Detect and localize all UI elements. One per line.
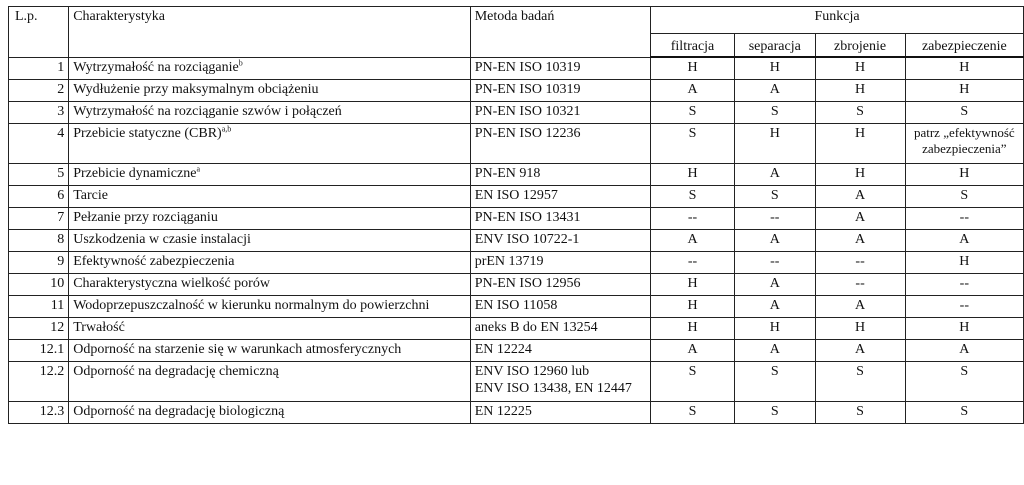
header-method: Metoda badań bbox=[470, 7, 650, 58]
row-number: 5 bbox=[9, 164, 69, 186]
test-method: PN-EN ISO 13431 bbox=[474, 210, 581, 225]
test-method: PN-EN ISO 10319 bbox=[474, 59, 581, 75]
row-number: 12.1 bbox=[9, 340, 69, 362]
characteristic-name: Trwałość bbox=[73, 320, 125, 335]
characteristic-cell bbox=[69, 102, 470, 124]
row-number: 9 bbox=[9, 252, 69, 274]
characteristic-cell bbox=[69, 80, 470, 102]
footnote-marker: a bbox=[196, 164, 200, 174]
function-reinforcement-value: S bbox=[815, 102, 905, 124]
test-method: EN 12224 bbox=[474, 342, 532, 357]
characteristic-cell bbox=[69, 340, 470, 362]
characteristic-name: Pełzanie przy rozciąganiu bbox=[73, 210, 218, 225]
header-function-reinforcement: zbrojenie bbox=[815, 34, 905, 58]
row-number: 10 bbox=[9, 274, 69, 296]
function-filtration-value: A bbox=[650, 230, 734, 252]
row-number: 12.2 bbox=[9, 362, 69, 402]
function-protection-value: S bbox=[905, 102, 1023, 124]
characteristic-name: Charakterystyczna wielkość porów bbox=[73, 276, 270, 291]
function-separation-value: -- bbox=[735, 208, 815, 230]
row-number: 2 bbox=[9, 80, 69, 102]
function-protection-value: H bbox=[905, 252, 1023, 274]
function-protection-value: H bbox=[905, 80, 1023, 102]
characteristic-cell bbox=[69, 274, 470, 296]
characteristic-cell bbox=[69, 124, 470, 164]
header-function-filtration: filtracja bbox=[650, 34, 734, 58]
function-separation-value: H bbox=[735, 318, 815, 340]
function-separation-value: A bbox=[735, 164, 815, 186]
function-protection-value: S bbox=[905, 186, 1023, 208]
row-number: 11 bbox=[9, 296, 69, 318]
function-protection-value: -- bbox=[905, 208, 1023, 230]
function-reinforcement-value: A bbox=[815, 186, 905, 208]
function-protection-value: -- bbox=[905, 296, 1023, 318]
function-filtration-value: H bbox=[650, 274, 734, 296]
footnote-marker: b bbox=[238, 57, 243, 67]
function-separation-value: A bbox=[735, 340, 815, 362]
characteristic-name: Uszkodzenia w czasie instalacji bbox=[73, 232, 251, 247]
test-method-cell bbox=[470, 340, 650, 362]
test-method-cell bbox=[470, 57, 650, 80]
test-method: PN-EN 918 bbox=[474, 166, 541, 181]
header-lp: L.p. bbox=[9, 7, 69, 58]
function-reinforcement-value: A bbox=[815, 296, 905, 318]
characteristic-name: Wytrzymałość na rozciąganie szwów i połączeń bbox=[73, 104, 342, 119]
table-row bbox=[9, 274, 1024, 296]
characteristic-cell bbox=[69, 296, 470, 318]
function-filtration-value: -- bbox=[650, 208, 734, 230]
characteristic-cell bbox=[69, 164, 470, 186]
row-number: 7 bbox=[9, 208, 69, 230]
table-row bbox=[9, 102, 1024, 124]
test-method: ENV ISO 10722-1 bbox=[474, 232, 580, 247]
characteristic-name: Efektywność zabezpieczenia bbox=[73, 254, 235, 269]
characteristic-name: Tarcie bbox=[73, 188, 108, 203]
function-protection-value: S bbox=[905, 402, 1023, 424]
test-method: PN-EN ISO 10319 bbox=[474, 82, 581, 97]
characteristic-cell bbox=[69, 230, 470, 252]
characteristic-cell bbox=[69, 208, 470, 230]
table-row bbox=[9, 318, 1024, 340]
characteristic-cell bbox=[69, 252, 470, 274]
header-function-separation: separacja bbox=[735, 34, 815, 58]
function-reinforcement-value: H bbox=[815, 318, 905, 340]
function-separation-value: A bbox=[735, 296, 815, 318]
header-function-protection: zabezpieczenie bbox=[905, 34, 1023, 58]
test-method: ENV ISO 12960 lub bbox=[474, 364, 590, 379]
document-page bbox=[8, 6, 1024, 424]
function-filtration-value: -- bbox=[650, 252, 734, 274]
row-number: 3 bbox=[9, 102, 69, 124]
function-separation-value: S bbox=[735, 186, 815, 208]
characteristic-cell bbox=[69, 362, 470, 402]
table-row bbox=[9, 164, 1024, 186]
function-filtration-value: H bbox=[650, 164, 734, 186]
table-row bbox=[9, 124, 1024, 164]
function-separation-value: A bbox=[735, 230, 815, 252]
test-method-cell bbox=[470, 230, 650, 252]
table-row bbox=[9, 296, 1024, 318]
table-row bbox=[9, 186, 1024, 208]
function-reinforcement-value: -- bbox=[815, 252, 905, 274]
function-filtration-value: A bbox=[650, 340, 734, 362]
test-method-cell bbox=[470, 274, 650, 296]
function-separation-value: H bbox=[735, 124, 815, 164]
characteristic-name: Wytrzymałość na rozciąganie bbox=[73, 59, 239, 75]
characteristic-name: Odporność na degradację chemiczną bbox=[73, 364, 279, 379]
characteristic-cell bbox=[69, 186, 470, 208]
function-reinforcement-value: A bbox=[815, 230, 905, 252]
row-number: 8 bbox=[9, 230, 69, 252]
table-row bbox=[9, 57, 1024, 80]
function-reinforcement-value: H bbox=[815, 80, 905, 102]
test-method: aneks B do EN 13254 bbox=[474, 320, 598, 335]
test-method: EN ISO 11058 bbox=[474, 298, 558, 313]
test-method-cell bbox=[470, 318, 650, 340]
table-row bbox=[9, 362, 1024, 402]
test-method: EN ISO 12957 bbox=[474, 188, 558, 203]
function-separation-value: A bbox=[735, 80, 815, 102]
function-separation-value: S bbox=[735, 362, 815, 402]
table-body bbox=[9, 57, 1024, 424]
table-row bbox=[9, 402, 1024, 424]
header-characteristic: Charakterystyka bbox=[69, 7, 470, 58]
characteristic-cell bbox=[69, 57, 470, 80]
function-filtration-value: S bbox=[650, 186, 734, 208]
header-row-1 bbox=[9, 7, 1024, 34]
table-row bbox=[9, 80, 1024, 102]
function-filtration-value: S bbox=[650, 124, 734, 164]
function-protection-value: -- bbox=[905, 274, 1023, 296]
test-method: PN-EN ISO 12236 bbox=[474, 126, 581, 141]
characteristic-cell bbox=[69, 318, 470, 340]
function-protection-value: A bbox=[905, 230, 1023, 252]
function-filtration-value: A bbox=[650, 80, 734, 102]
function-reinforcement-value: S bbox=[815, 402, 905, 424]
row-number: 12.3 bbox=[9, 402, 69, 424]
function-reinforcement-value: S bbox=[815, 362, 905, 402]
function-protection-value: H bbox=[905, 57, 1023, 80]
characteristic-name: Przebicie statyczne (CBR) bbox=[73, 126, 222, 141]
test-method-cell bbox=[470, 102, 650, 124]
test-method-cell bbox=[470, 164, 650, 186]
characteristic-cell bbox=[69, 402, 470, 424]
row-number: 4 bbox=[9, 124, 69, 164]
function-separation-value: -- bbox=[735, 252, 815, 274]
test-method: PN-EN ISO 10321 bbox=[474, 104, 581, 119]
function-filtration-value: H bbox=[650, 296, 734, 318]
footnote-marker: a,b bbox=[221, 124, 232, 134]
test-method-cell bbox=[470, 362, 650, 402]
function-filtration-value: S bbox=[650, 102, 734, 124]
test-method-cell bbox=[470, 296, 650, 318]
test-method-cell bbox=[470, 402, 650, 424]
function-protection-value: patrz „efektywność zabezpieczenia” bbox=[905, 124, 1023, 164]
test-method-cell bbox=[470, 80, 650, 102]
function-protection-value: A bbox=[905, 340, 1023, 362]
function-filtration-value: H bbox=[650, 57, 734, 80]
function-filtration-value: S bbox=[650, 402, 734, 424]
header-function: Funkcja bbox=[650, 7, 1023, 34]
test-method-cell bbox=[470, 186, 650, 208]
function-protection-value: H bbox=[905, 318, 1023, 340]
row-number: 1 bbox=[9, 57, 69, 80]
function-filtration-value: H bbox=[650, 318, 734, 340]
function-reinforcement-value: H bbox=[815, 124, 905, 164]
test-method: PN-EN ISO 12956 bbox=[474, 276, 581, 291]
characteristic-name: Przebicie dynamiczne bbox=[73, 166, 197, 181]
characteristic-name: Odporność na degradację biologiczną bbox=[73, 404, 285, 419]
function-separation-value: S bbox=[735, 402, 815, 424]
function-separation-value: A bbox=[735, 274, 815, 296]
function-reinforcement-value: H bbox=[815, 164, 905, 186]
table-row bbox=[9, 208, 1024, 230]
characteristic-name: Wodoprzepuszczalność w kierunku normalnym do powierzchni bbox=[73, 298, 430, 313]
table-row bbox=[9, 252, 1024, 274]
row-number: 12 bbox=[9, 318, 69, 340]
function-filtration-value: S bbox=[650, 362, 734, 402]
row-number: 6 bbox=[9, 186, 69, 208]
test-method: EN 12225 bbox=[474, 404, 532, 419]
function-separation-value: S bbox=[735, 102, 815, 124]
test-method-cell bbox=[470, 124, 650, 164]
test-method-cell bbox=[470, 208, 650, 230]
test-method-line2: ENV ISO 13438, EN 12447 bbox=[474, 381, 632, 396]
function-reinforcement-value: A bbox=[815, 340, 905, 362]
function-protection-value: S bbox=[905, 362, 1023, 402]
properties-table bbox=[8, 6, 1024, 424]
characteristic-name: Odporność na starzenie się w warunkach atmosferycznych bbox=[73, 342, 402, 357]
function-reinforcement-value: -- bbox=[815, 274, 905, 296]
table-row bbox=[9, 230, 1024, 252]
characteristic-name: Wydłużenie przy maksymalnym obciążeniu bbox=[73, 82, 319, 97]
test-method: prEN 13719 bbox=[474, 254, 544, 269]
function-reinforcement-value: H bbox=[815, 57, 905, 80]
function-reinforcement-value: A bbox=[815, 208, 905, 230]
test-method-cell bbox=[470, 252, 650, 274]
function-protection-value: H bbox=[905, 164, 1023, 186]
table-row bbox=[9, 340, 1024, 362]
function-separation-value: H bbox=[735, 57, 815, 80]
